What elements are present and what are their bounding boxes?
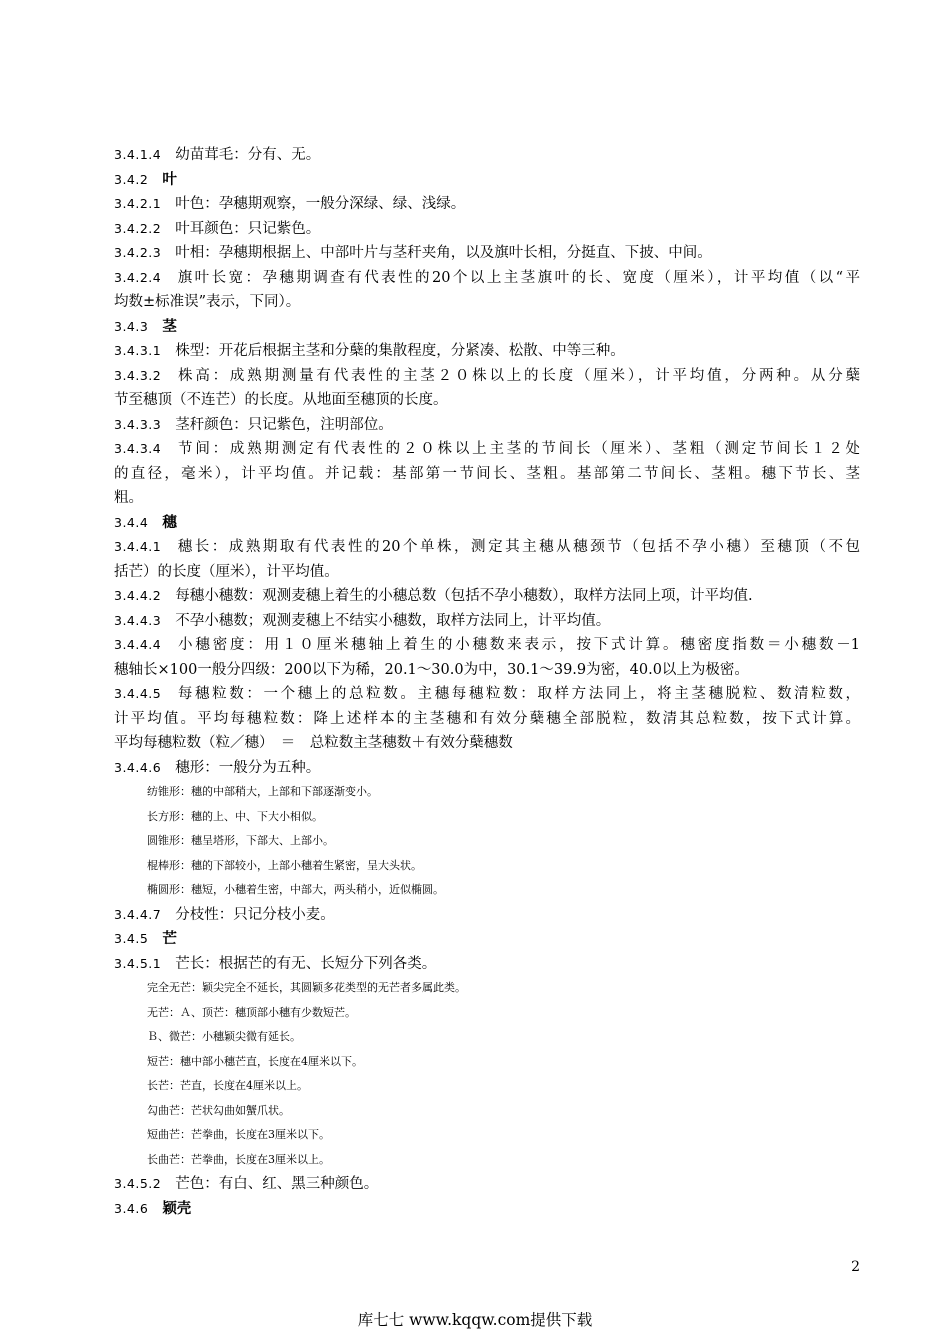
indented-line (114, 829, 860, 854)
clause-text: 每穗粒数：一个穗上的总粒数。主穗每穗粒数：取样方法同上，将主茎穗脱粒、数清粒数， (175, 686, 860, 702)
section-heading (114, 168, 860, 193)
clause-text: Ｂ、微芒：小穗颖尖微有延长。 (147, 1030, 301, 1043)
clause-number: 3.4.1.4 (114, 147, 162, 162)
section-heading (114, 1197, 860, 1222)
indented-line (114, 1099, 860, 1124)
section-heading (114, 927, 860, 952)
clause-text: 椭圆形：穗短，小穗着生密，中部大，两头稍小，近似椭圆。 (147, 883, 444, 896)
clause-number: 3.4.4.1 (114, 539, 162, 554)
clause-text: 长芒：芒直，长度在4厘米以上。 (147, 1079, 308, 1092)
clause-line (114, 339, 860, 364)
clause-number: 3.4.3.3 (114, 416, 162, 432)
clause-line (114, 633, 860, 658)
clause-text: 圆锥形：穗呈塔形，下部大、上部小。 (147, 834, 334, 847)
section-heading (114, 315, 860, 340)
clause-text: 幼苗茸毛：分有、无。 (175, 147, 321, 163)
clause-number: 3.4.2 (114, 171, 149, 187)
indented-line (114, 1001, 860, 1026)
indented-line (114, 1148, 860, 1173)
clause-number: 3.4.2.4 (114, 269, 162, 285)
clause-line (114, 364, 860, 389)
clause-line (114, 584, 860, 609)
clause-text: 无芒：Ａ、顶芒：穗顶部小穗有少数短芒。 (147, 1005, 356, 1019)
clause-text: 勾曲芒：芒状勾曲如蟹爪状。 (147, 1103, 290, 1117)
continuation-line (114, 707, 860, 732)
clause-text: 芒 (162, 931, 177, 947)
clause-line (114, 217, 860, 242)
clause-text: 颖壳 (162, 1200, 192, 1217)
clause-text: 棍棒形：穗的下部较小，上部小穗着生紧密，呈大头状。 (147, 858, 422, 872)
clause-text: 分枝性：只记分枝小麦。 (175, 906, 335, 923)
clause-number: 3.4.2.1 (114, 196, 162, 211)
clause-number: 3.4.4 (114, 514, 149, 530)
indented-line (114, 1050, 860, 1075)
clause-text: 节至穗顶（不连芒）的长度。从地面至穗顶的长度。 (114, 392, 448, 408)
clause-number: 3.4.5 (114, 931, 149, 946)
clause-text: 计平均值。平均每穗粒数：降上述样本的主茎穗和有效分蘖穗全部脱粒，数清其总粒数，按下式计算。 (114, 710, 860, 727)
clause-number: 3.4.6 (114, 1200, 149, 1216)
clause-number: 3.4.5.2 (114, 1176, 162, 1191)
clause-number: 3.4.4.6 (114, 759, 162, 775)
clause-number: 3.4.4.3 (114, 612, 162, 628)
clause-text: 长曲芒：芒拳曲，长度在3厘米以上。 (147, 1152, 330, 1166)
clause-number: 3.4.2.2 (114, 220, 162, 236)
page-number: 2 (851, 1259, 860, 1275)
clause-line (114, 1172, 860, 1197)
clause-text: 芒色：有白、红、黑三种颜色。 (175, 1176, 379, 1192)
continuation-line (114, 658, 860, 683)
clause-text: 旗叶长宽：孕穗期调查有代表性的20个以上主茎旗叶的长、宽度（厘米），计平均值（以“平 (175, 269, 860, 286)
clause-text: 叶耳颜色：只记紫色。 (175, 220, 321, 237)
clause-line (114, 952, 860, 977)
indented-line (114, 780, 860, 805)
continuation-line (114, 462, 860, 487)
continuation-line (114, 731, 860, 756)
clause-number: 3.4.4.7 (114, 906, 162, 922)
clause-text: 株高：成熟期测量有代表性的主茎２０株以上的长度（厘米），计平均值，分两种。从分蘖 (175, 367, 860, 384)
continuation-line (114, 290, 860, 315)
clause-text: 株型：开花后根据主茎和分蘖的集散程度，分紧凑、松散、中等三种。 (175, 343, 625, 359)
clause-text: 穗形：一般分为五种。 (175, 759, 321, 776)
clause-number: 3.4.4.2 (114, 588, 162, 603)
clause-text: 粗。 (114, 490, 143, 506)
clause-text: 短曲芒：芒拳曲，长度在3厘米以下。 (147, 1128, 330, 1141)
document-body (114, 143, 860, 1221)
clause-text: 小穗密度：用１０厘米穗轴上着生的小穗数来表示，按下式计算。穗密度指数＝小穗数－1 (175, 637, 860, 653)
clause-number: 3.4.5.1 (114, 955, 162, 971)
clause-text: 长方形：穗的上、中、下大小相似。 (147, 809, 323, 823)
clause-line (114, 413, 860, 438)
clause-line (114, 903, 860, 928)
clause-line (114, 241, 860, 266)
continuation-line (114, 486, 860, 511)
clause-line (114, 143, 860, 168)
clause-number: 3.4.4.5 (114, 686, 162, 701)
section-heading (114, 511, 860, 536)
clause-text: 平均每穗粒数（粒／穗） ＝ 总粒数主茎穗数＋有效分蘖穗数 (114, 735, 513, 751)
clause-text: 每穗小穗数：观测麦穗上着生的小穗总数（包括不孕小穗数），取样方法同上项，计平均值. (175, 588, 753, 604)
clause-text: 茎 (162, 318, 177, 335)
clause-text: 均数±标准误”表示，下同）。 (114, 294, 301, 310)
continuation-line (114, 560, 860, 585)
indented-line (114, 1025, 860, 1050)
clause-text: 穗长：成熟期取有代表性的20个单株，测定其主穗从穗颈节（包括不孕小穗）至穗顶（不包 (175, 539, 860, 555)
clause-text: 叶相：孕穗期根据上、中部叶片与茎秆夹角，以及旗叶长相，分挺直、下披、中间。 (175, 245, 712, 261)
clause-number: 3.4.3.1 (114, 343, 162, 358)
clause-number: 3.4.2.3 (114, 245, 162, 260)
clause-text: 不孕小穗数；观测麦穗上不结实小穗数，取样方法同上，计平均值。 (175, 612, 611, 629)
clause-text: 茎秆颜色：只记紫色，注明部位。 (175, 416, 393, 433)
clause-line (114, 682, 860, 707)
clause-number: 3.4.3.4 (114, 441, 162, 456)
clause-line (114, 756, 860, 781)
indented-line (114, 854, 860, 879)
clause-line (114, 266, 860, 291)
clause-text: 穗轴长×100一般分四级：200以下为稀，20.1～30.0为中，30.1～39.9为密，40.0以上为极密。 (114, 661, 749, 678)
clause-line (114, 437, 860, 462)
indented-line (114, 976, 860, 1001)
continuation-line (114, 388, 860, 413)
clause-text: 括芒）的长度（厘米），计平均值。 (114, 563, 339, 580)
clause-text: 叶色：孕穗期观察，一般分深绿、绿、浅绿。 (175, 196, 466, 212)
clause-text: 穗 (162, 514, 177, 531)
clause-text: 叶 (162, 171, 177, 188)
clause-text: 短芒：穗中部小穗芒直，长度在4厘米以下。 (147, 1054, 363, 1068)
clause-number: 3.4.3.2 (114, 367, 162, 383)
clause-text: 纺锥形：穗的中部稍大，上部和下部逐渐变小。 (147, 785, 378, 798)
clause-line (114, 535, 860, 560)
clause-line (114, 609, 860, 634)
indented-line (114, 1074, 860, 1099)
clause-line (114, 192, 860, 217)
indented-line (114, 1123, 860, 1148)
clause-text: 完全无芒：颖尖完全不延长，其圆颖多花类型的无芒者多属此类。 (147, 981, 466, 994)
clause-text: 芒长：根据芒的有无、长短分下列各类。 (175, 955, 437, 972)
clause-text: 节间：成熟期测定有代表性的２０株以上主茎的节间长（厘米）、茎粗（测定节间长１２处 (175, 441, 860, 457)
indented-line (114, 878, 860, 903)
indented-line (114, 805, 860, 830)
clause-text: 的直径，毫米），计平均值。并记载：基部第一节间长、茎粗。基部第二节间长、茎粗。穗下节长、茎 (114, 465, 860, 482)
clause-number: 3.4.4.4 (114, 637, 162, 652)
clause-number: 3.4.3 (114, 318, 149, 334)
footer-text: 库七七 www.kqqw.com提供下载 (357, 1311, 593, 1329)
